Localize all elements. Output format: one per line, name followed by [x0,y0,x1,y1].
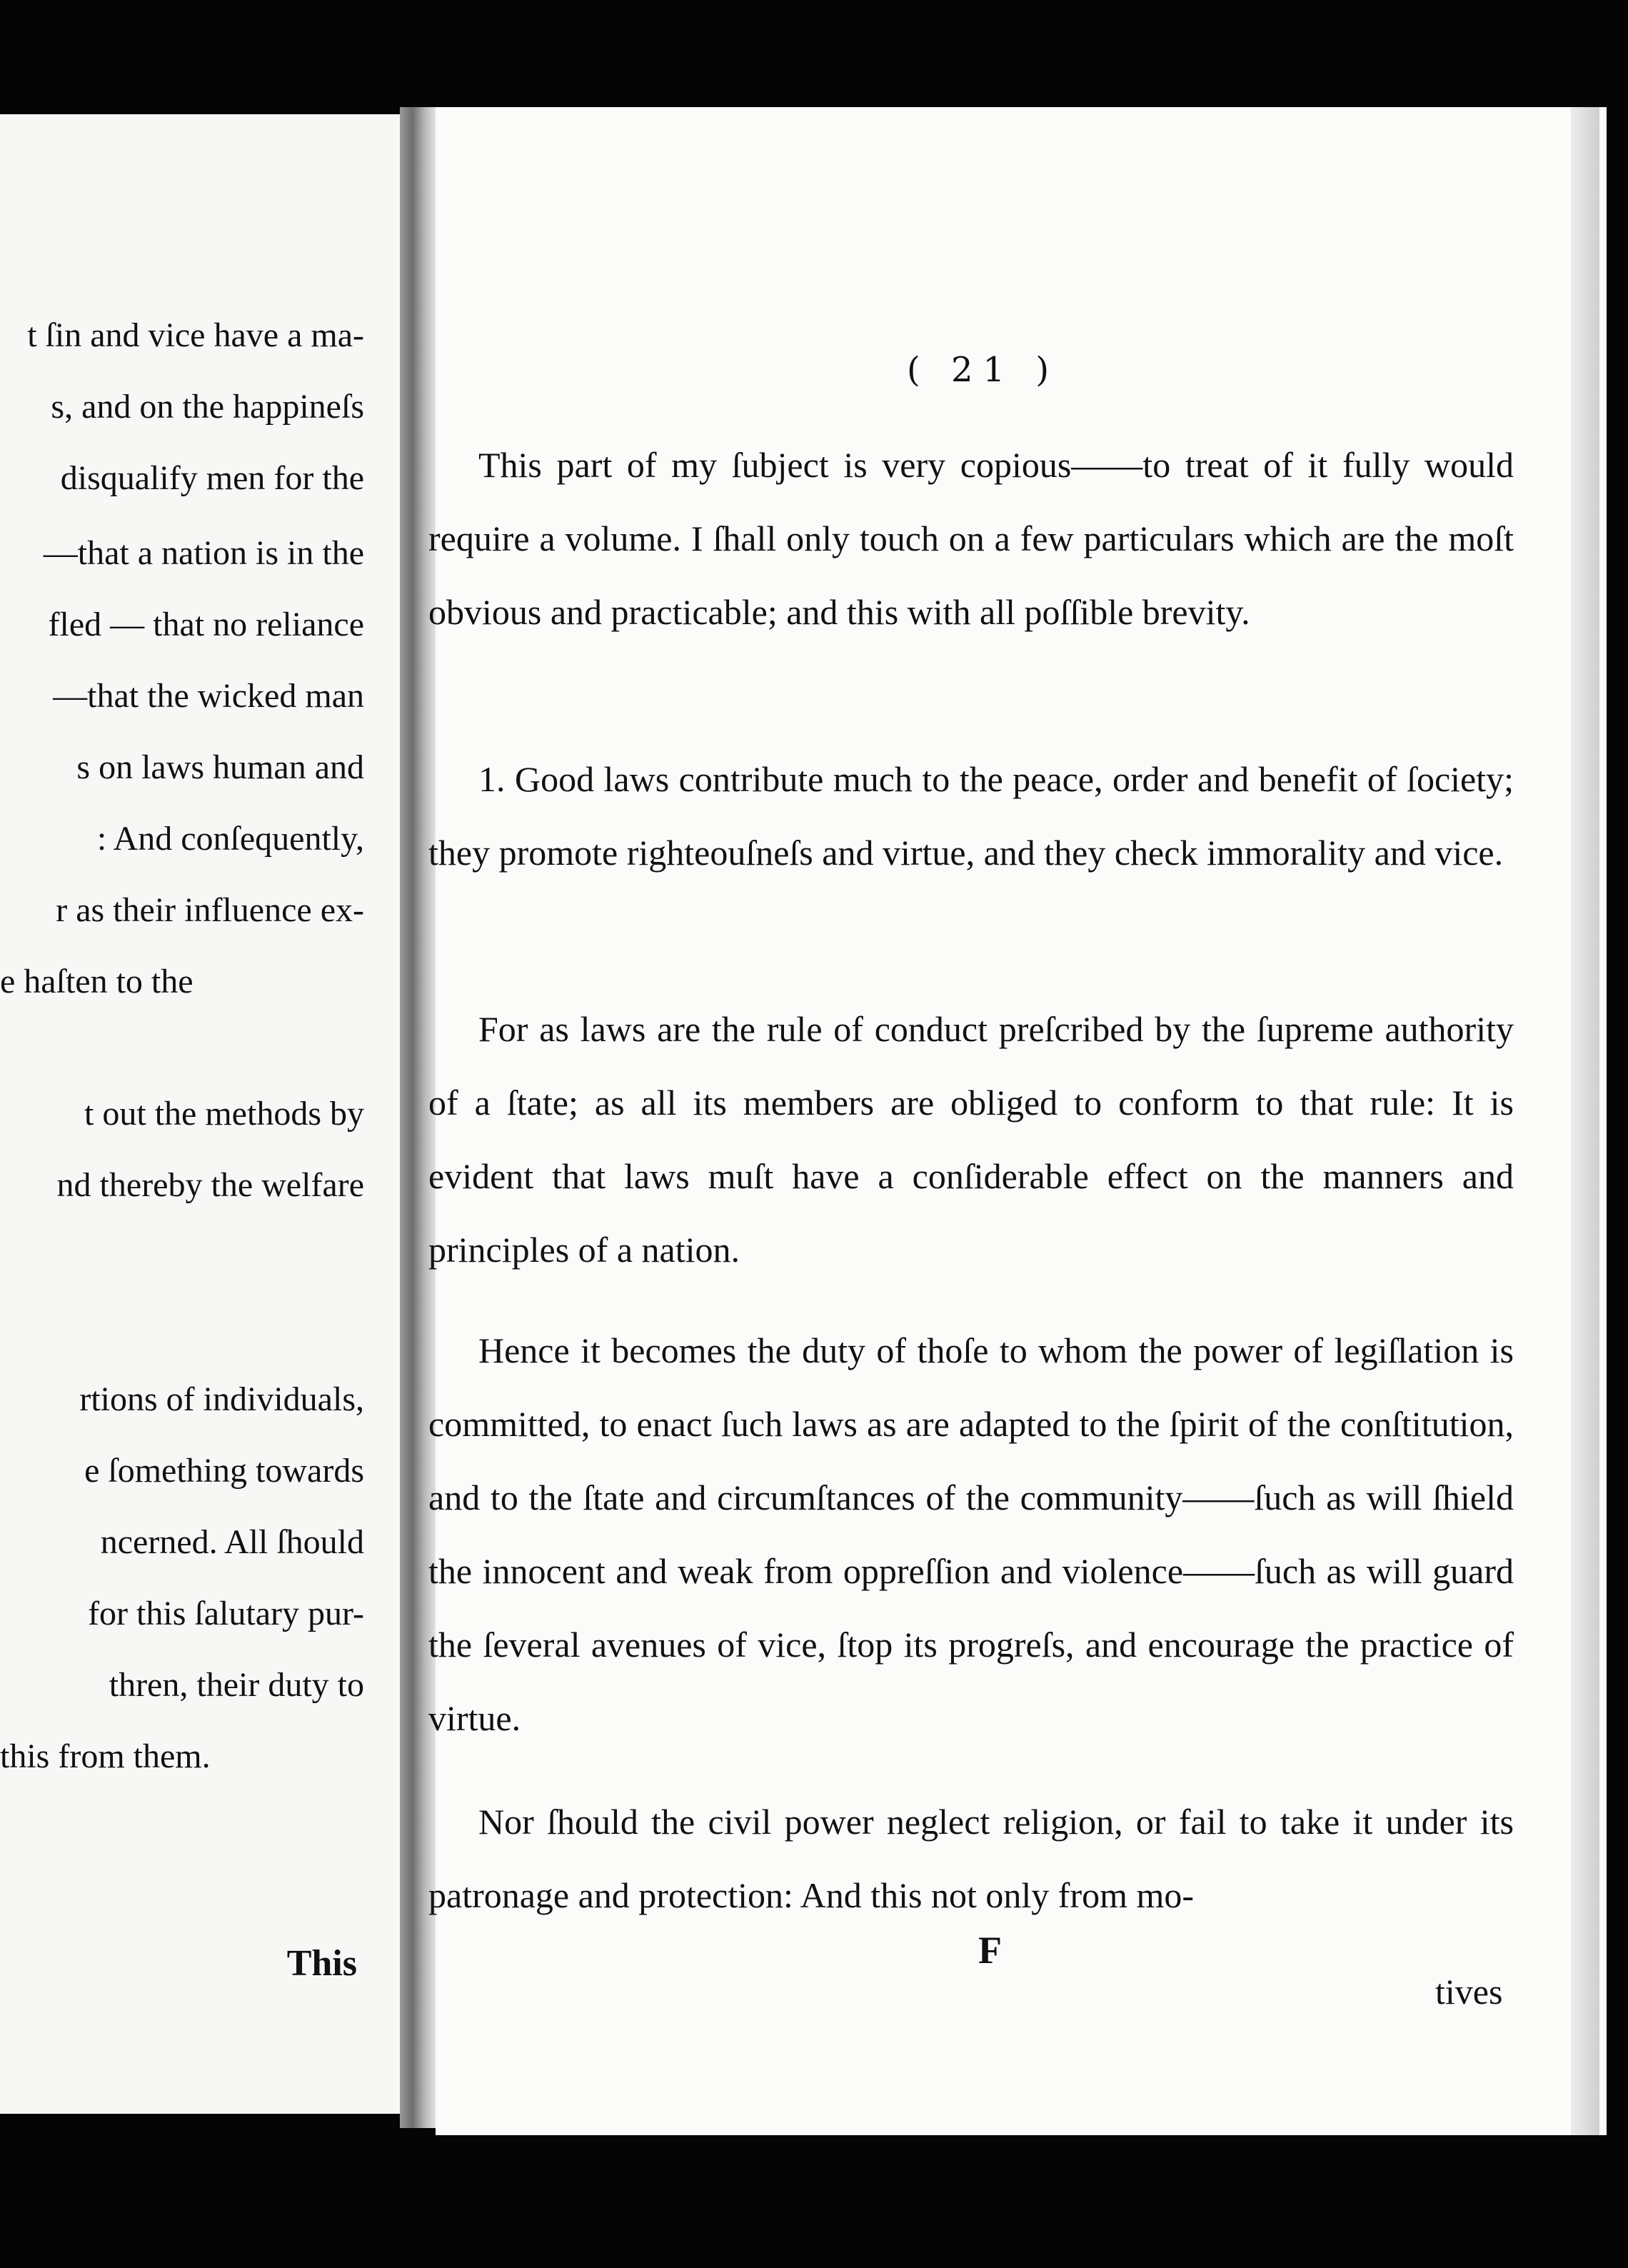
paragraph-3 [428,993,1514,1287]
paragraph-1 [428,428,1514,649]
left-page-line: s, and on the happineſs [51,388,364,426]
left-page-line: s on laws human and [76,748,364,786]
left-page [0,114,401,2114]
paragraph-4 [428,1314,1514,1755]
left-catchword: This [286,1943,357,1984]
left-page-line: this from them. [0,1737,211,1775]
left-page-line: t out the methods by [84,1095,364,1133]
left-page-line: disqualify men for the [60,459,364,497]
paragraph-5 [428,1785,1514,1932]
left-page-line: for this ſalutary pur- [88,1595,364,1632]
left-page-line: e haſten to the [0,963,194,1000]
left-page-line: e ſomething towards [84,1452,364,1490]
paragraph-2-text: 1. Good laws contribute much to the peace, order and benefit of ſociety; they promote righteouſneſs and virtue, and they check immorality and vice. [428,759,1514,873]
left-page-line: fled — that no reliance [48,606,364,643]
paragraph-2 [428,743,1514,890]
left-page-line: : And conſequently, [96,820,364,858]
left-page-line: rtions of individuals, [79,1380,364,1418]
page-edge [1571,107,1599,2135]
left-page-line: —that the wicked man [53,677,364,715]
catchword: tives [1435,1972,1503,2012]
left-page-line: thren, their duty to [109,1666,364,1704]
page-number: ( 21 ) [907,350,1060,390]
paragraph-4-text: Hence it becomes the duty of thoſe to whom the power of legiſlation is committed, to enact ſuch laws as are adapted to the ſpirit of the conſtitution, and to the ſtate and circumſtances of the community——ſuch as will ſhield the innocent and weak from oppreſſion and violence——ſuch as will guard the ſeveral avenues of vice, ſtop its progreſs, and encourage the practice of virtue. [428,1330,1514,1738]
left-page-line: t ſin and vice have a ma- [27,316,364,354]
left-page-line: nd thereby the welfare [56,1166,364,1204]
left-page-line: ncerned. All ſhould [100,1523,364,1561]
left-page-line: r as their influence ex- [56,891,364,929]
left-page-line: —that a nation is in the [43,534,364,572]
paragraph-5-text: Nor ſhould the civil power neglect religion, or fail to take it under its patronage and protection: And this not only from mo- [428,1802,1514,1915]
paragraph-1-text: This part of my ſubject is very copious——to treat of it fully would require a volume. I ſhall only touch on a few particulars which are the moſt obvious and practicable; and this with all poſſible brevity. [428,445,1514,632]
signature-mark: F [978,1929,1002,1972]
paragraph-3-text: For as laws are the rule of conduct preſcribed by the ſupreme authority of a ſtate; as all its members are obliged to conform to that rule: It is evident that laws muſt have a conſiderable effect on the manners and principles of a nation. [428,1009,1514,1270]
